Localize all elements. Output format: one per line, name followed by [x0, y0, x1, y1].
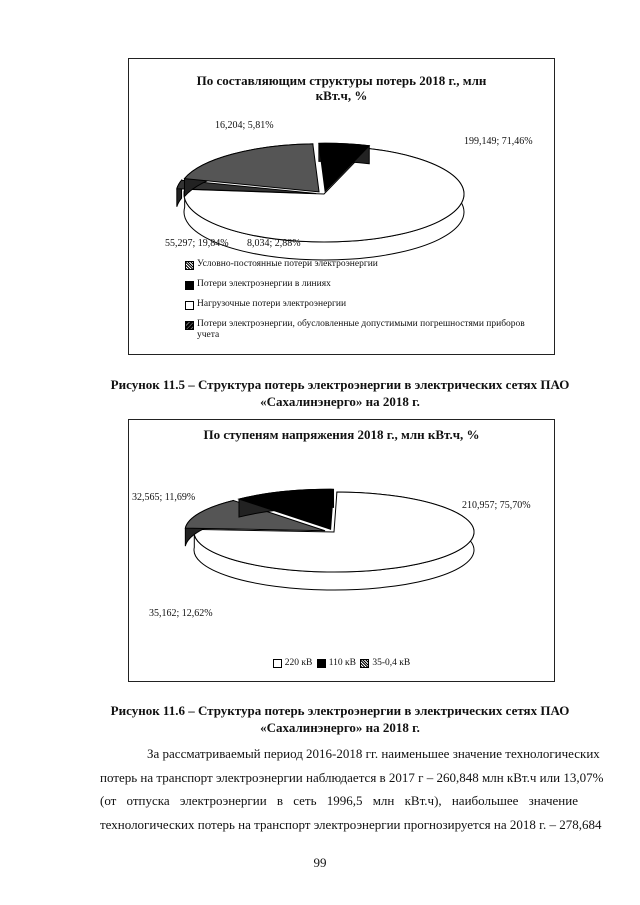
paragraph-line: За рассматриваемый период 2016-2018 гг. наименьшее значение технологических: [147, 746, 600, 761]
chart-title: По ступеням напряжения 2018 г., млн кВт.ч, %: [203, 427, 480, 442]
legend-label: Условно-постоянные потери электроэнергии: [197, 259, 378, 269]
data-label: 55,297; 19,84%: [165, 238, 229, 249]
legend-swatch: [185, 261, 194, 270]
legend-item: [273, 658, 313, 668]
legend-item: [185, 259, 527, 270]
data-label: 199,149; 71,46%: [464, 136, 533, 147]
legend-swatch: [360, 659, 369, 668]
legend-swatch: [185, 321, 194, 330]
chart-title: По составляющим структуры потерь 2018 г., млн кВт.ч, %: [196, 73, 487, 103]
data-label: 16,204; 5,81%: [215, 120, 274, 131]
legend-swatch: [317, 659, 326, 668]
legend-swatch: [273, 659, 282, 668]
legend-label: 220 кВ: [284, 658, 313, 668]
legend-swatch: [185, 301, 194, 310]
data-label: 210,957; 75,70%: [462, 500, 531, 511]
figure-caption: Рисунок 11.5 – Структура потерь электроэнергии в электрических сетях ПАО «Сахалинэнерго» на 2018 г.: [110, 377, 570, 409]
pie-chart-svg: [129, 420, 556, 683]
legend-item: [185, 299, 527, 310]
legend-item: [360, 658, 410, 668]
legend-item: [317, 658, 356, 668]
data-label: 8,034; 2,88%: [247, 238, 301, 249]
figure-caption: Рисунок 11.6 – Структура потерь электроэнергии в электрических сетях ПАО «Сахалинэнерго» на 2018 г.: [110, 703, 570, 735]
legend-item: [185, 319, 527, 341]
chart-loss-components: [128, 58, 555, 355]
paragraph-line: технологических потерь на транспорт электроэнергии прогнозируется на 2018 г. – 278,684: [100, 816, 602, 832]
data-label: 32,565; 11,69%: [132, 492, 196, 503]
chart-legend: [185, 259, 527, 350]
chart-voltage-levels: [128, 419, 555, 682]
legend-label: Потери электроэнергии в линиях: [197, 279, 331, 289]
data-label: 35,162; 12,62%: [149, 608, 213, 619]
legend-item: [185, 279, 527, 290]
legend-label: Нагрузочные потери электроэнергии: [197, 299, 347, 309]
page-number: 99: [313, 855, 327, 870]
body-paragraph: [100, 742, 604, 836]
legend-label: 35-0,4 кВ: [372, 658, 411, 668]
paragraph-line: (от отпуска электроэнергии в сеть 1996,5 млн кВт.ч), наибольшее значение: [100, 793, 578, 808]
legend-swatch: [185, 281, 194, 290]
legend-label: 110 кВ: [328, 658, 356, 668]
paragraph-line: потерь на транспорт электроэнергии наблюдается в 2017 г – 260,848 млн кВт.ч или 13,07%: [100, 769, 604, 785]
legend-label: Потери электроэнергии, обусловленные допустимыми погрешностями приборов учета: [197, 319, 525, 340]
chart-legend: [129, 658, 554, 671]
